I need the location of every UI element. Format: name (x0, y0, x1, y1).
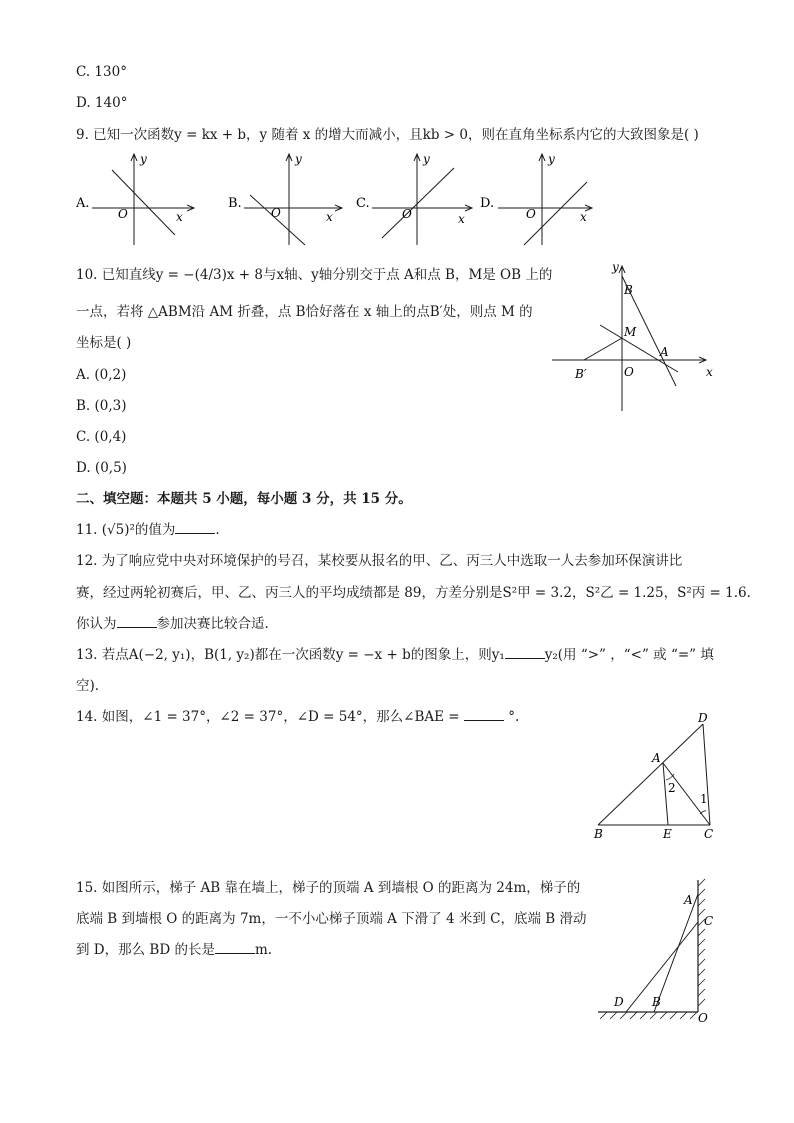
question-10-stem-line1: 10. 已知直线y = −(4/3)x + 8与x轴、y轴分别交于点 A和点 B，M是 OB 上的 (76, 267, 553, 283)
ground-hatching (600, 1012, 697, 1019)
q15-figure (594, 872, 722, 1024)
q9-option-b-label: B. (228, 196, 242, 211)
question-11-text: 11. (√5)²的值为 (76, 522, 176, 538)
svg-text:y: y (612, 260, 619, 274)
q9-graph-c (356, 152, 472, 245)
svg-text:B′: B′ (575, 367, 587, 381)
svg-text:D: D (614, 995, 624, 1009)
svg-text:C: C (704, 827, 714, 841)
question-11: 11. (√5)²的值为 . (76, 522, 220, 538)
svg-text:D: D (698, 711, 708, 725)
svg-text:O: O (118, 207, 128, 221)
question-13-line2: 空). (76, 678, 100, 694)
section-2-heading: 二、填空题：本题共 5 小题，每小题 3 分，共 15 分。 (76, 491, 412, 507)
answer-blank[interactable] (175, 533, 215, 534)
question-12-line2: 赛，经过两轮初赛后，甲、乙、丙三人的平均成绩都是 89，方差分别是S²甲 = 3.2，S²乙 = 1.25，S²丙 = 1.6. (76, 585, 751, 601)
svg-text:O: O (402, 207, 412, 221)
q10-option-d: D. (0,5) (76, 460, 127, 476)
q9-graph-b (228, 152, 342, 245)
answer-blank[interactable] (117, 627, 157, 628)
question-10-stem-line3: 坐标是( ) (76, 335, 132, 351)
svg-text:x: x (580, 210, 587, 224)
question-10-stem-line2: 一点，若将 △ABM沿 AM 折叠，点 B恰好落在 x 轴上的点B′处，则点 M 的 (76, 304, 533, 320)
svg-text:O: O (271, 206, 281, 220)
question-12-line1: 12. 为了响应党中央对环境保护的号召，某校要从报名的甲、乙、丙三人中选取一人去参加环保演讲比 (76, 553, 683, 569)
q9-option-c-label: C. (356, 196, 370, 211)
answer-blank[interactable] (464, 720, 504, 721)
svg-text:C: C (704, 914, 714, 928)
question-14: 14. 如图，∠1 = 37°，∠2 = 37°，∠D = 54°，那么∠BAE = °. (76, 709, 520, 725)
svg-text:x: x (458, 212, 465, 226)
svg-text:y: y (295, 152, 302, 166)
svg-text:O: O (624, 365, 634, 379)
svg-text:2: 2 (668, 781, 676, 795)
q9-graph-d (480, 152, 592, 245)
q9-option-a-label: A. (76, 196, 90, 211)
q10-option-a: A. (0,2) (76, 367, 127, 383)
option-c-q8: C. 130° (76, 64, 127, 80)
q10-option-b: B. (0,3) (76, 398, 127, 414)
svg-text:x: x (176, 210, 183, 224)
svg-text:y: y (140, 152, 147, 166)
wall-hatching (698, 879, 705, 1006)
svg-text:y: y (423, 152, 430, 166)
q14-figure (588, 708, 720, 843)
svg-text:B: B (594, 827, 603, 841)
question-15-line1: 15. 如图所示，梯子 AB 靠在墙上，梯子的顶端 A 到墙根 O 的距离为 24m，梯子的 (76, 880, 581, 896)
q9-graph-a (75, 152, 194, 245)
question-13-line1: 13. 若点A(−2, y₁)，B(1, y₂)都在一次函数y = −x + b的图象上，则y₁ y₂(用 “>” ，“<” 或 “=” 填 (76, 647, 714, 663)
svg-text:M: M (624, 325, 637, 339)
question-15-line3: 到 D，那么 BD 的长是 m. (76, 942, 273, 958)
option-d-q8: D. 140° (76, 95, 128, 111)
svg-text:x: x (706, 365, 713, 379)
question-9-stem: 9. 已知一次函数y = kx + b，y 随着 x 的增大而减小，且kb > 0，则在直角坐标系内它的大致图象是( ) (76, 127, 699, 143)
answer-blank[interactable] (505, 658, 545, 659)
answer-blank[interactable] (215, 953, 255, 954)
svg-text:1: 1 (700, 792, 708, 806)
svg-text:y: y (548, 152, 555, 166)
svg-text:E: E (663, 827, 672, 841)
svg-text:A: A (684, 893, 693, 907)
svg-text:B: B (652, 995, 661, 1009)
svg-text:O: O (698, 1011, 708, 1024)
svg-text:x: x (326, 210, 333, 224)
question-12-line3: 你认为 参加决赛比较合适. (76, 616, 269, 632)
svg-text:B: B (624, 283, 633, 297)
q9-option-d-label: D. (480, 196, 495, 211)
svg-text:A: A (652, 751, 661, 765)
q10-option-c: C. (0,4) (76, 429, 127, 445)
q9-option-graphs (72, 150, 612, 250)
q10-figure (548, 258, 723, 416)
question-15-line2: 底端 B 到墙根 O 的距离为 7m，一不小心梯子顶端 A 下滑了 4 米到 C，底端 B 滑动 (76, 911, 587, 927)
svg-text:O: O (526, 207, 536, 221)
svg-text:A: A (660, 345, 669, 359)
